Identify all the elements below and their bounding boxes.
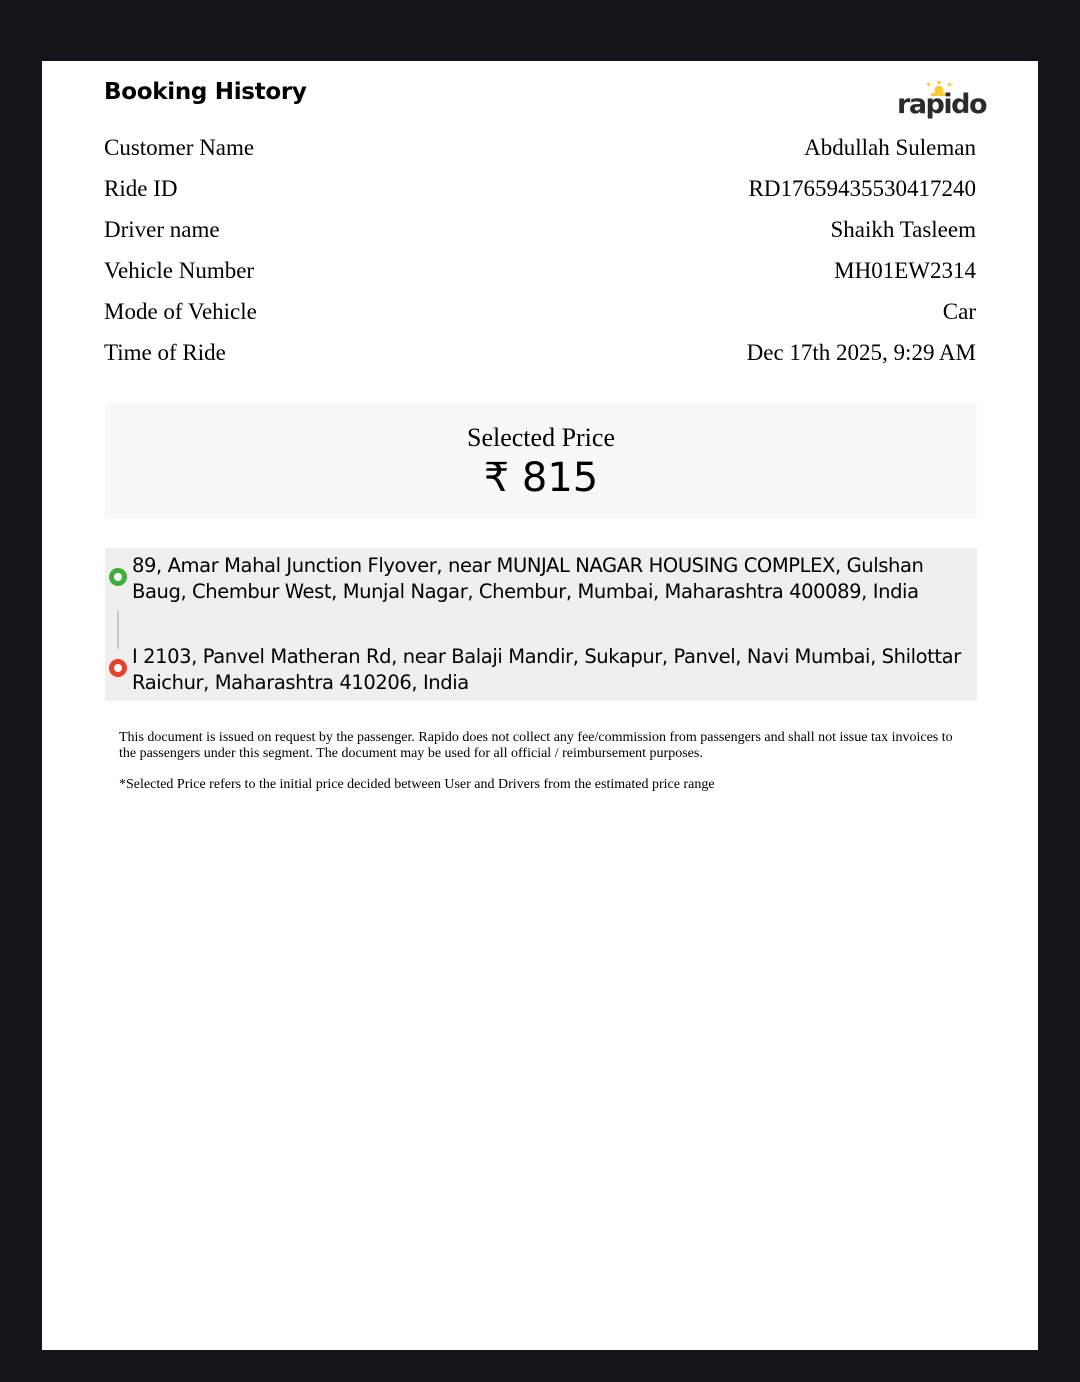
rapido-logo-text: rapido — [897, 89, 986, 120]
detail-label: Customer Name — [104, 135, 255, 160]
disclaimer-text: This document is issued on request by the passenger. Rapido does not collect any fee/commission from passengers and shall not issue tax invoices to the passengers under this segment. The document may be used for all official / reimbursement purposes. — [119, 730, 953, 761]
detail-value: Shaikh Tasleem — [830, 217, 976, 242]
detail-row-time-of-ride — [104, 336, 976, 377]
price-label: Selected Price — [467, 423, 615, 452]
route-connector-line — [117, 611, 119, 649]
detail-label: Driver name — [104, 217, 220, 242]
detail-value: Dec 17th 2025, 9:29 AM — [746, 340, 976, 365]
rapido-logo — [894, 79, 984, 127]
detail-label: Time of Ride — [104, 340, 226, 365]
detail-row-vehicle-number — [104, 254, 976, 295]
detail-row-customer-name — [104, 131, 976, 172]
detail-value: Car — [942, 299, 976, 324]
pickup-marker-icon — [109, 568, 127, 586]
price-note: *Selected Price refers to the initial price decided between User and Drivers from the estimated price range — [119, 777, 715, 792]
route-panel — [105, 548, 977, 701]
detail-row-driver-name — [104, 213, 976, 254]
booking-document — [42, 61, 1038, 1350]
drop-marker-icon — [109, 659, 127, 677]
drop-address: I 2103, Panvel Matheran Rd, near Balaji Mandir, Sukapur, Panvel, Navi Mumbai, Shilottar Raichur, Maharashtra 410206, India — [132, 645, 961, 694]
detail-value: MH01EW2314 — [834, 258, 976, 283]
ride-details — [104, 131, 976, 377]
detail-row-ride-id — [104, 172, 976, 213]
detail-value: RD17659435530417240 — [748, 176, 976, 201]
price-value: ₹ 815 — [483, 455, 599, 501]
detail-label: Vehicle Number — [104, 258, 255, 283]
pickup-address: 89, Amar Mahal Junction Flyover, near MUNJAL NAGAR HOUSING COMPLEX, Gulshan Baug, Chembur West, Munjal Nagar, Chembur, Mumbai, Maharashtra 400089, India — [132, 554, 924, 603]
detail-label: Mode of Vehicle — [104, 299, 257, 324]
detail-value: Abdullah Suleman — [804, 135, 976, 160]
price-panel — [105, 403, 977, 518]
page-title: Booking History — [104, 79, 307, 105]
detail-label: Ride ID — [104, 176, 178, 201]
detail-row-mode-of-vehicle — [104, 295, 976, 336]
